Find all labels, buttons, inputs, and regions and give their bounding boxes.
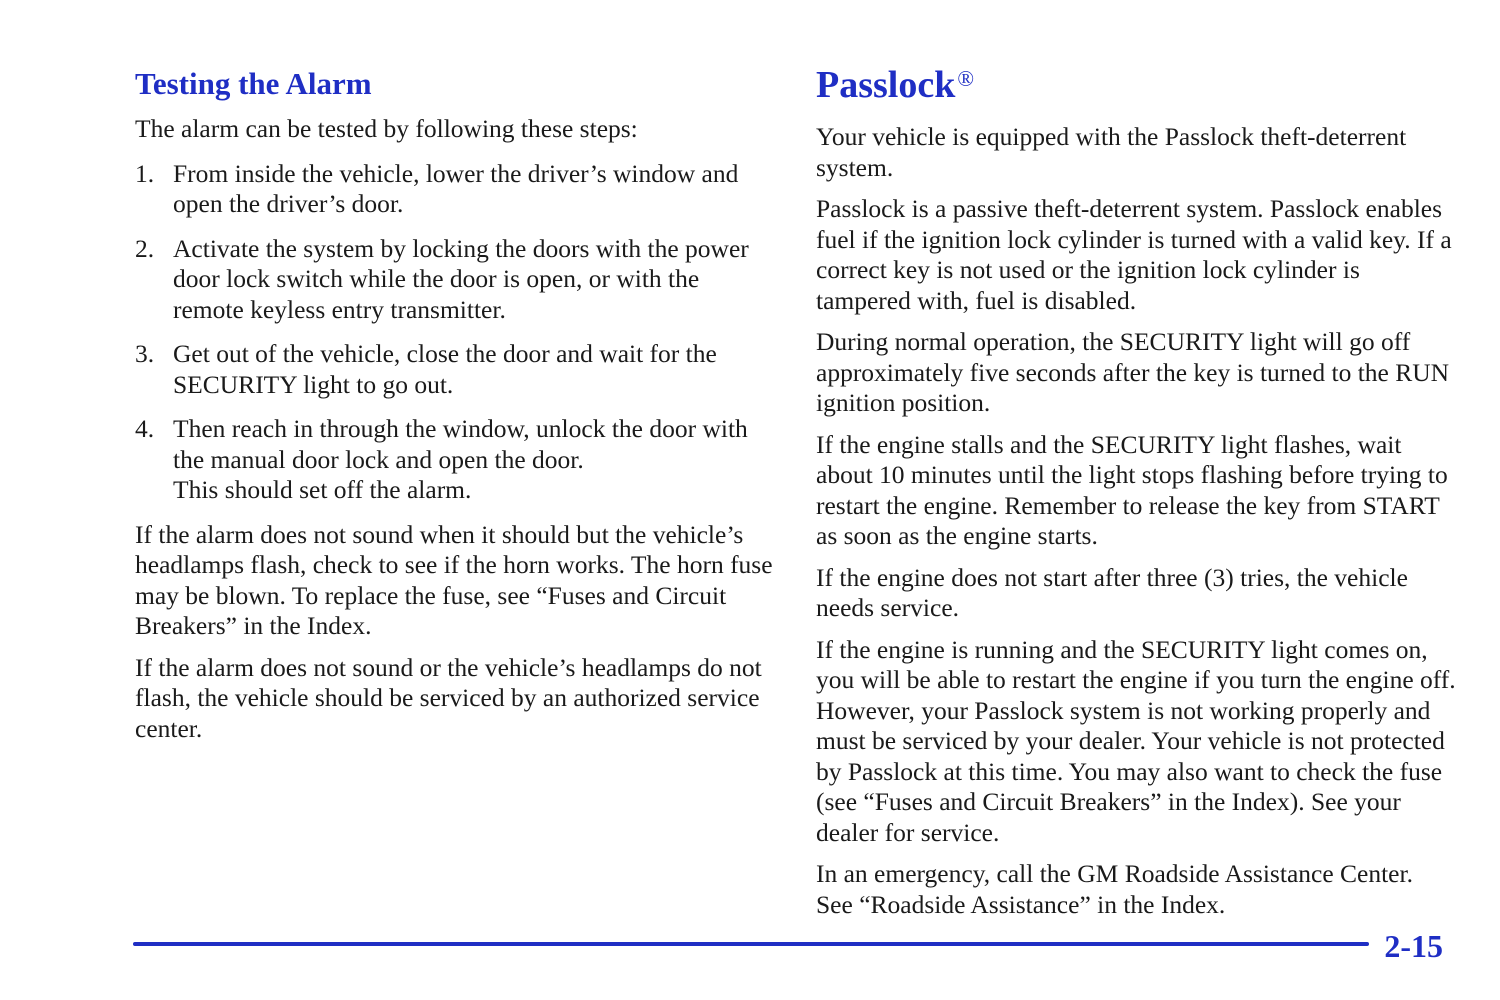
registered-mark: ®	[957, 66, 975, 91]
body-paragraph: If the engine is running and the SECURITY light comes on, you will be able to restart the engine if you turn the engine off. However, your Passlock system is not working properly and must be serviced by your dealer. Your vehicle is not protected by Passlock at this time. You may also want to check the fuse (see “Fuses and Circuit Breakers” in the Index). See your dealer for service.	[816, 634, 1456, 847]
right-column	[816, 62, 1456, 931]
step-number: 3.	[135, 339, 155, 368]
step-text: Get out of the vehicle, close the door and wait for the SECURITY light to go out.	[173, 339, 717, 399]
steps-list	[135, 159, 775, 506]
footer-rule	[133, 942, 1369, 946]
list-item	[135, 414, 775, 506]
list-item	[135, 234, 775, 326]
body-paragraph: If the engine stalls and the SECURITY light flashes, wait about 10 minutes until the light stops flashing before trying to restart the engine. Remember to release the key from START as soon as the engine starts.	[816, 429, 1448, 550]
body-paragraph: If the alarm does not sound when it should but the vehicle’s headlamps flash, check to see if the horn works. The horn fuse may be blown. To replace the fuse, see “Fuses and Circuit Breakers” in the Index.	[135, 519, 773, 640]
body-paragraph: Passlock is a passive theft-deterrent system. Passlock enables fuel if the ignition lock cylinder is turned with a valid key. If a correct key is not used or the ignition lock cylinder is tampered with, fuel is disabled.	[816, 194, 1452, 315]
section-heading-passlock	[816, 62, 1456, 108]
body-paragraph: If the alarm does not sound or the vehicle’s headlamps do not flash, the vehicle should be serviced by an authorized service center.	[135, 652, 762, 743]
passlock-title: Passlock	[816, 64, 956, 106]
step-number: 2.	[135, 233, 155, 263]
step-number: 4.	[135, 414, 155, 443]
body-paragraph: If the engine does not start after three (3) tries, the vehicle needs service.	[816, 562, 1408, 622]
step-text: From inside the vehicle, lower the driver’s window and open the driver’s door.	[173, 158, 739, 218]
step-number: 1.	[135, 158, 155, 188]
step-text: Activate the system by locking the doors with the power door lock switch while the door is open, or with the remote keyless entry transmitter.	[173, 233, 749, 324]
list-item	[135, 339, 775, 400]
list-item	[135, 159, 775, 220]
section-heading-testing-alarm: Testing the Alarm	[135, 66, 372, 101]
body-paragraph: During normal operation, the SECURITY light will go off approximately five seconds after the key is turned to the RUN ignition position.	[816, 327, 1450, 417]
left-column	[135, 66, 775, 755]
step-result-text: This should set off the alarm.	[173, 475, 472, 504]
page-number: 2-15	[1384, 928, 1443, 964]
intro-paragraph: The alarm can be tested by following these steps:	[135, 114, 638, 143]
step-text: Then reach in through the window, unlock the door with the manual door lock and open the door.	[173, 414, 748, 474]
body-paragraph: Your vehicle is equipped with the Passlock theft-deterrent system.	[816, 122, 1407, 182]
body-paragraph: In an emergency, call the GM Roadside Assistance Center. See “Roadside Assistance” in the Index.	[816, 859, 1413, 919]
